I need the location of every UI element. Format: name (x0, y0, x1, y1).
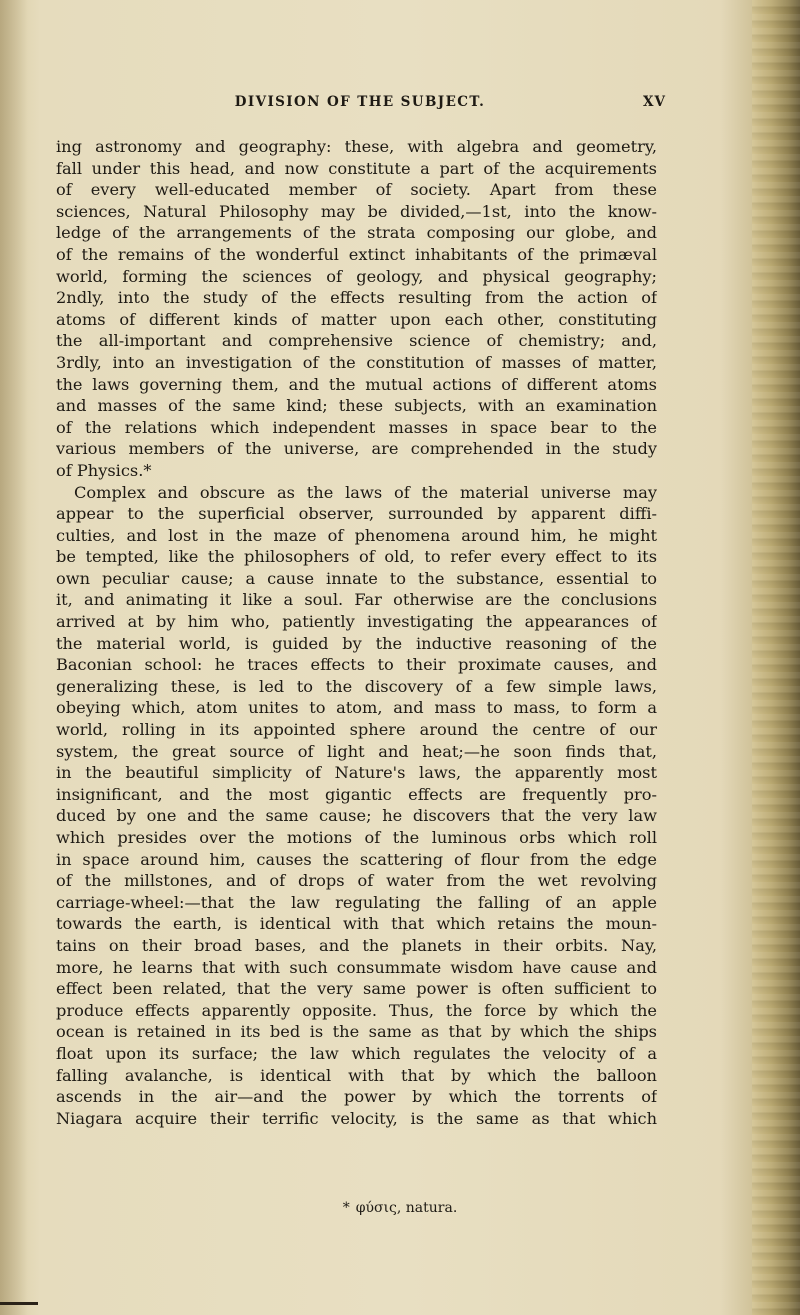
text-line: of the remains of the wonderful extinct inhabitants of the primæval (56, 244, 657, 264)
text-line: Complex and obscure as the laws of the material universe may (74, 482, 657, 502)
page-corner-rule (0, 1302, 38, 1305)
text-line: ascends in the air—and the power by which the torrents of (56, 1087, 657, 1107)
text-line: it, and animating it like a soul. Far otherwise are the conclusions (56, 590, 657, 610)
text-line: of the relations which independent masses in space bear to the (56, 417, 657, 437)
running-head: DIVISION OF THE SUBJECT. (234, 94, 486, 110)
text-line: and masses of the same kind; these subjects, with an examination (56, 396, 657, 416)
text-line: Niagara acquire their terrific velocity, is the same as that which (56, 1108, 657, 1128)
text-line: effect been related, that the very same power is often sufficient to (56, 979, 657, 999)
text-line: various members of the universe, are comprehended in the study (56, 439, 657, 459)
text-line: in space around him, causes the scattering of flour from the edge (56, 849, 657, 869)
text-line: carriage-wheel:—that the law regulating the falling of an apple (56, 892, 657, 912)
page-number: XV (643, 94, 666, 110)
text-line: fall under this head, and now constitute a part of the acquirements (56, 158, 657, 178)
text-line: system, the great source of light and heat;—he soon finds that, (56, 741, 657, 761)
text-line: produce effects apparently opposite. Thus, the force by which the (56, 1000, 657, 1020)
text-line: the material world, is guided by the inductive reasoning of the (56, 633, 657, 653)
text-line: towards the earth, is identical with that which retains the moun- (56, 914, 657, 934)
text-line: culties, and lost in the maze of phenomena around him, he might (56, 525, 657, 545)
footnote-text: φύσις, natura. (355, 1200, 458, 1216)
text-line: arrived at by him who, patiently investigating the appearances of (56, 612, 657, 632)
text-line: the all-important and comprehensive science of chemistry; and, (56, 331, 657, 351)
text-line: be tempted, like the philosophers of old, to refer every effect to its (56, 547, 657, 567)
text-line: ocean is retained in its bed is the same as that by which the ships (56, 1022, 657, 1042)
text-line: falling avalanche, is identical with that by which the balloon (56, 1065, 657, 1085)
text-line: of the millstones, and of drops of water from the wet revolving (56, 871, 657, 891)
text-line: generalizing these, is led to the discovery of a few simple laws, (56, 676, 657, 696)
text-line: 3rdly, into an investigation of the constitution of masses of matter, (56, 352, 657, 372)
text-line: obeying which, atom unites to atom, and mass to mass, to form a (56, 698, 657, 718)
footnote (0, 1200, 800, 1216)
body-text (56, 136, 657, 1129)
text-line: which presides over the motions of the luminous orbs which roll (56, 828, 657, 847)
text-line: insignificant, and the most gigantic effects are frequently pro- (56, 784, 657, 804)
footnote-mark: * (342, 1200, 350, 1216)
text-line: world, rolling in its appointed sphere around the centre of our (56, 720, 657, 740)
text-line: sciences, Natural Philosophy may be divided,—1st, into the know- (56, 201, 657, 221)
text-line: Baconian school: he traces effects to their proximate causes, and (56, 655, 657, 675)
page-header (60, 94, 666, 114)
page-gutter-shadow (0, 0, 28, 1315)
text-line: duced by one and the same cause; he discovers that the very law (56, 806, 657, 826)
text-line: ledge of the arrangements of the strata composing our globe, and (56, 223, 657, 243)
text-line: of Physics.* (56, 460, 152, 480)
text-line: own peculiar cause; a cause innate to the substance, essential to (56, 568, 657, 588)
text-line: world, forming the sciences of geology, and physical geography; (56, 266, 657, 286)
text-line: of every well-educated member of society. Apart from these (56, 180, 657, 200)
text-line: appear to the superficial observer, surrounded by apparent diffi- (56, 504, 657, 524)
text-line: in the beautiful simplicity of Nature's laws, the apparently most (56, 763, 657, 783)
text-line: 2ndly, into the study of the effects resulting from the action of (56, 288, 657, 308)
text-line: more, he learns that with such consummate wisdom have cause and (56, 957, 657, 977)
text-line: ing astronomy and geography: these, with algebra and geometry, (56, 137, 657, 156)
text-line: float upon its surface; the law which regulates the velocity of a (56, 1043, 657, 1063)
text-line: tains on their broad bases, and the planets in their orbits. Nay, (56, 935, 657, 955)
text-line: atoms of different kinds of matter upon each other, constituting (56, 309, 657, 329)
text-line: the laws governing them, and the mutual actions of different atoms (56, 374, 657, 394)
page-edge (752, 0, 800, 1315)
